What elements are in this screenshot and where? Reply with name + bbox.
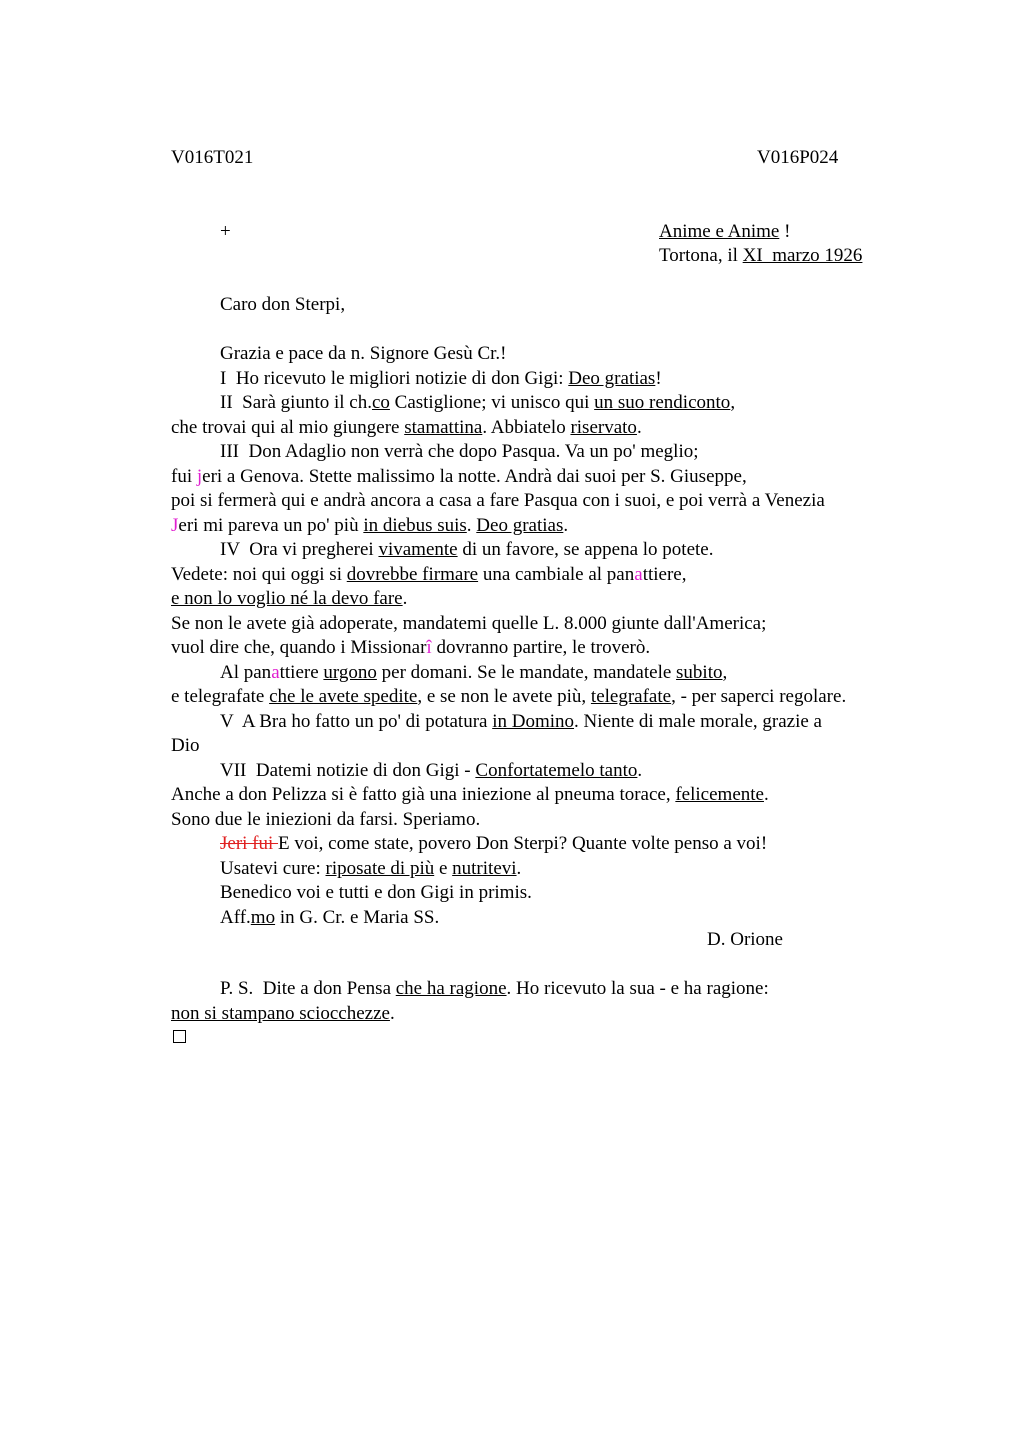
letter-line	[171, 784, 769, 806]
text-run: ttiere	[279, 661, 324, 683]
underlined-text: in diebus suis	[363, 514, 467, 536]
text-run: Benedico voi e tutti e don Gigi in primis.	[220, 882, 532, 903]
text-run: .	[563, 514, 569, 536]
underlined-text: Deo gratias	[476, 514, 564, 536]
highlighted-letter: J	[171, 514, 179, 536]
text-run: , - per saperci regolare.	[671, 686, 847, 707]
letter-line	[171, 588, 407, 610]
text-run: . Ho ricevuto la sua - e ha ragione:	[506, 978, 769, 999]
letter-line	[171, 613, 766, 635]
text-run: di un favore, se appena lo potete.	[457, 539, 714, 560]
text-run: !	[655, 367, 662, 389]
letter-line	[220, 858, 521, 880]
letter-line	[171, 564, 686, 586]
letter-line	[171, 417, 642, 439]
text-run: .	[466, 514, 477, 536]
text-run: Se non le avete già adoperate, mandatemi quelle L. 8.000 giunte dall'America;	[171, 612, 767, 634]
letter-line	[220, 368, 662, 390]
underlined-text: dovrebbe firmare	[346, 563, 479, 585]
underlined-text: che ha ragione	[395, 978, 507, 999]
underlined-text: non si stampano sciocchezze	[171, 1002, 390, 1024]
letter-line	[220, 907, 439, 929]
highlighted-letter: a	[634, 563, 643, 585]
letter-line	[220, 343, 506, 365]
letter-line	[220, 392, 735, 414]
underlined-text: Deo gratias	[568, 367, 656, 389]
text-run: III Don Adaglio non verrà che dopo Pasqua. Va un po' meglio;	[220, 441, 699, 462]
text-run: fui	[171, 465, 197, 487]
text-run: P. S. Dite a don Pensa	[220, 978, 396, 999]
signature: D. Orione	[707, 929, 783, 950]
motto-exclamation: !	[779, 221, 791, 242]
text-run: , e se non le avete più,	[417, 686, 591, 707]
text-run: .	[402, 588, 408, 609]
text-run: VII Datemi notizie di don Gigi -	[220, 759, 476, 781]
text-run: poi si fermerà qui e andrà ancora a casa a fare Pasqua con i suoi, e poi verrà a Venezia	[171, 490, 825, 511]
underlined-text: felicemente	[675, 784, 764, 805]
highlighted-letter: a	[271, 661, 280, 683]
underlined-text: vivamente	[378, 539, 458, 560]
text-run: vuol dire che, quando i Missionar	[171, 637, 427, 658]
underlined-text: stamattina	[404, 416, 483, 438]
text-run: Vedete: noi qui oggi si	[171, 563, 347, 585]
text-run: V A Bra ho fatto un po' di potatura	[220, 710, 493, 732]
letter-line	[220, 833, 767, 855]
text-run: e	[434, 857, 453, 879]
letter-line	[171, 735, 200, 757]
motto	[659, 221, 790, 243]
text-run: ,	[722, 661, 728, 683]
place: Tortona, il	[659, 245, 743, 266]
letter-line	[220, 441, 699, 463]
date: XI marzo 1926	[742, 245, 863, 266]
letter-line	[171, 515, 568, 537]
underlined-text: che le avete spedite	[269, 686, 418, 707]
text-run: e telegrafate	[171, 686, 270, 707]
text-run: Anche a don Pelizza si è fatto già una iniezione al pneuma torace,	[171, 784, 676, 805]
letter-line	[220, 882, 532, 904]
text-run: Grazia e pace da n. Signore Gesù Cr.!	[220, 343, 507, 364]
text-run: ttiere,	[642, 563, 687, 585]
letter-line	[220, 760, 642, 782]
postscript-line	[220, 978, 769, 1000]
text-run: .	[516, 857, 522, 879]
text-run: II Sarà giunto il ch.	[220, 392, 372, 413]
underlined-text: urgono	[323, 661, 377, 683]
text-run: Dio	[171, 735, 200, 756]
text-run: ,	[730, 392, 736, 413]
text-run: E voi, come state, povero Don Sterpi? Quante volte penso a voi!	[278, 833, 768, 854]
letter-line	[220, 662, 727, 684]
underlined-text: telegrafate	[590, 686, 672, 707]
cross-mark: +	[220, 221, 231, 242]
letter-line	[171, 490, 825, 512]
text-run: per domani. Se le mandate, mandatele	[376, 661, 677, 683]
underlined-text: in Domino	[492, 710, 575, 732]
text-run: eri mi pareva un po' più	[178, 514, 364, 536]
motto-text: Anime e Anime	[659, 221, 780, 242]
text-run: dovranno partire, le troverò.	[431, 637, 651, 658]
highlighted-letter: j	[196, 465, 203, 487]
text-run: .	[636, 416, 642, 438]
underlined-text: e non lo voglio né la devo fare	[171, 588, 403, 609]
letter-line	[171, 466, 747, 488]
underlined-text: Confortatemelo tanto	[475, 759, 638, 781]
text-run: .	[637, 759, 643, 781]
salutation: Caro don Sterpi,	[220, 294, 346, 315]
place-date	[659, 245, 862, 267]
underlined-text: co	[371, 392, 390, 413]
postscript-line	[171, 1003, 395, 1025]
underlined-text: mo	[250, 906, 276, 928]
text-run: Sono due le iniezioni da farsi. Speriamo.	[171, 808, 481, 830]
text-run: una cambiale al pan	[478, 563, 635, 585]
letter-line	[171, 637, 650, 659]
letter-line	[220, 539, 713, 561]
underlined-text: riservato	[570, 416, 637, 438]
text-run: . Abbiatelo	[482, 416, 571, 438]
text-run: in G. Cr. e Maria SS.	[275, 906, 440, 928]
text-run: I Ho ricevuto le migliori notizie di don Gigi:	[220, 367, 569, 389]
text-run: che trovai qui al mio giungere	[171, 416, 405, 438]
text-run: IV Ora vi pregherei	[220, 539, 379, 560]
letter-line	[171, 809, 480, 831]
underlined-text: riposate di più	[325, 857, 435, 879]
highlighted-letter: î	[426, 637, 432, 658]
struck-text: Jeri fui	[220, 833, 279, 854]
underlined-text: un suo rendiconto	[594, 392, 731, 413]
text-run: Usatevi cure:	[220, 857, 326, 879]
letter-line	[171, 686, 846, 708]
text-run: . Niente di male morale, grazie a	[574, 710, 822, 732]
text-run: Castiglione; vi unisco qui	[389, 392, 595, 413]
header-right-code: V016P024	[757, 147, 839, 168]
text-run: Al pan	[220, 661, 272, 683]
header-left-code: V016T021	[171, 147, 254, 168]
underlined-text: nutritevi	[452, 857, 517, 879]
text-run: eri a Genova. Stette malissimo la notte. Andrà dai suoi per S. Giuseppe,	[202, 465, 747, 487]
end-box-mark	[173, 1030, 186, 1043]
underlined-text: subito	[676, 661, 723, 683]
text-run: .	[763, 784, 769, 805]
letter-line	[220, 711, 822, 733]
text-run: Aff.	[220, 906, 251, 928]
text-run: .	[389, 1002, 395, 1024]
